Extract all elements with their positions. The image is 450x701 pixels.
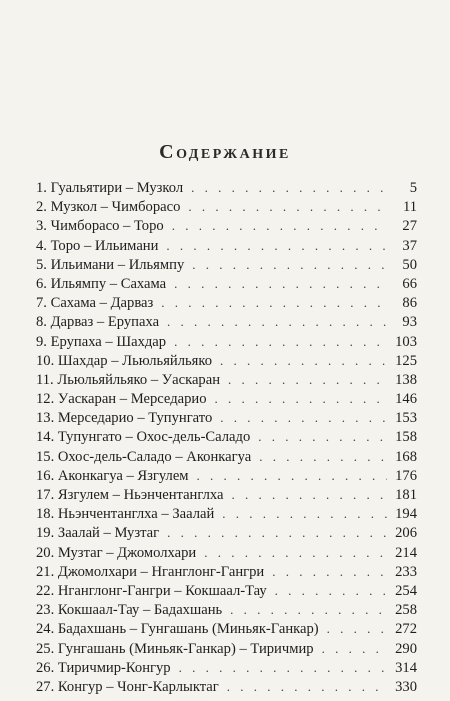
toc-entry [36,581,417,600]
toc-entry-page-number: 66 [402,275,417,292]
toc-entry-page-number: 153 [395,410,417,427]
toc-entry-label: 16. Аконкагуа – Язгулем [36,467,189,484]
toc-entry-page-number: 5 [409,180,417,196]
dot-leader [188,197,387,216]
toc-entry-page-number: 125 [395,352,417,369]
dot-leader [167,523,387,542]
page-title: Содержание [159,141,291,163]
toc-entry [36,504,417,523]
toc-entry-label: 23. Кокшаал-Тау – Бадахшань [36,602,223,619]
dot-leader [172,216,387,235]
toc-entry [36,543,417,562]
toc-entry-page-number: 11 [402,199,417,216]
toc-entry-label: 4. Торо – Ильимани [36,237,159,254]
dot-leader [174,332,387,351]
dot-leader [231,485,387,504]
toc-entry-label: 2. Музкол – Чимборасо [36,199,181,216]
toc-entry-label: 6. Ильямпу – Сахама [36,275,167,292]
dot-leader [258,427,387,446]
toc-entry-page-number: 206 [395,525,417,542]
toc-entry-page-number: 50 [402,256,417,273]
toc-entry-label: 5. Ильимани – Ильямпу [36,256,185,273]
toc-entry-label: 8. Дарваз – Ерупаха [36,314,160,331]
toc-entry [36,485,417,504]
toc-entry-label: 1. Гуальятири – Музкол [36,180,184,196]
dot-leader [228,370,387,389]
toc-entry [36,255,417,274]
toc-entry-label: 24. Бадахшань – Гунгашань (Миньяк-Ганкар) [36,621,319,638]
dot-leader [230,600,387,619]
toc-entry-label: 25. Гунгашань (Миньяк-Ганкар) – Тиричмир [36,640,314,657]
toc-entry [36,178,417,197]
toc-entry [36,216,417,235]
toc-entry-label: 9. Ерупаха – Шахдар [36,333,167,350]
toc-entry [36,619,417,638]
dot-leader [204,543,387,562]
toc-entry-page-number: 272 [395,621,417,638]
dot-leader [259,447,387,466]
toc-entry-label: 10. Шахдар – Льюльяйльяко [36,352,213,369]
dot-leader [174,274,387,293]
toc-entry [36,389,417,408]
toc-entry [36,274,417,293]
dot-leader [197,466,387,485]
toc-entry-label: 27. Конгур – Чонг-Карлыктаг [36,678,219,695]
dot-leader [192,255,387,274]
toc-entry [36,639,417,658]
toc-entry-page-number: 27 [402,218,417,235]
toc-entry-page-number: 314 [395,659,417,676]
toc-entry-label: 20. Музтаг – Джомолхари [36,544,197,561]
toc-entry-label: 14. Тупунгато – Охос-дель-Саладо [36,429,251,446]
toc-entry-page-number: 138 [395,371,417,388]
toc-entry-label: 3. Чимборасо – Торо [36,218,164,235]
toc-entry-page-number: 254 [395,582,417,599]
toc-entry [36,466,417,485]
dot-leader [166,236,387,255]
dot-leader [161,293,387,312]
dot-leader [167,312,387,331]
toc-entry-page-number: 158 [395,429,417,446]
toc-entry-label: 26. Тиричмир-Конгур [36,659,171,676]
toc-entry [36,408,417,427]
toc-entry [36,312,417,331]
dot-leader [327,619,387,638]
toc-entry [36,447,417,466]
toc-entry-page-number: 214 [395,544,417,561]
toc-entry [36,658,417,677]
toc-entry-page-number: 233 [395,563,417,580]
toc-entry-page-number: 181 [395,487,417,503]
toc-entry-page-number: 330 [395,678,417,695]
dot-leader [220,408,387,427]
toc-entry-label: 12. Уаскаран – Мерседарио [36,391,207,408]
toc-entry-label: 18. Ньэнчентанглха – Заалай [36,506,215,523]
toc-entry-page-number: 37 [402,237,417,254]
dot-leader [275,581,387,600]
toc-entry [36,523,417,542]
toc-entry-label: 21. Джомолхари – Нганглонг-Гангри [36,563,265,580]
dot-leader [322,639,387,658]
dot-leader [215,389,387,408]
toc-entry-page-number: 146 [395,391,417,408]
dot-leader [227,677,387,696]
toc-entry [36,427,417,446]
dot-leader [222,504,387,523]
toc-entry [36,332,417,351]
toc-entry-label: 19. Заалай – Музтаг [36,525,160,542]
toc-entry [36,293,417,312]
dot-leader [179,658,387,677]
toc-entry-label: 11. Льюльяйльяко – Уаскаран [36,371,221,388]
toc-entry [36,236,417,255]
table-of-contents [36,178,417,696]
toc-entry [36,600,417,619]
dot-leader [220,351,387,370]
toc-entry-label: 7. Сахама – Дарваз [36,295,154,312]
toc-entry-label: 22. Нганглонг-Гангри – Кокшаал-Тау [36,582,267,599]
toc-entry [36,677,417,696]
toc-entry [36,197,417,216]
toc-entry-page-number: 194 [395,506,417,523]
toc-entry-label: 13. Мерседарио – Тупунгато [36,410,213,427]
toc-entry [36,370,417,389]
toc-entry-page-number: 290 [395,640,417,657]
toc-entry-page-number: 93 [402,314,417,331]
toc-entry-page-number: 168 [395,448,417,465]
toc-entry-page-number: 86 [402,295,417,312]
dot-leader [272,562,387,581]
toc-entry-page-number: 258 [395,602,417,619]
toc-entry-label: 17. Язгулем – Ньэнчентанглха [36,487,224,503]
toc-entry [36,351,417,370]
toc-entry-label: 15. Охос-дель-Саладо – Аконкагуа [36,448,252,465]
dot-leader [191,178,387,197]
toc-entry-page-number: 176 [395,467,417,484]
toc-entry-page-number: 103 [395,333,417,350]
toc-entry [36,562,417,581]
